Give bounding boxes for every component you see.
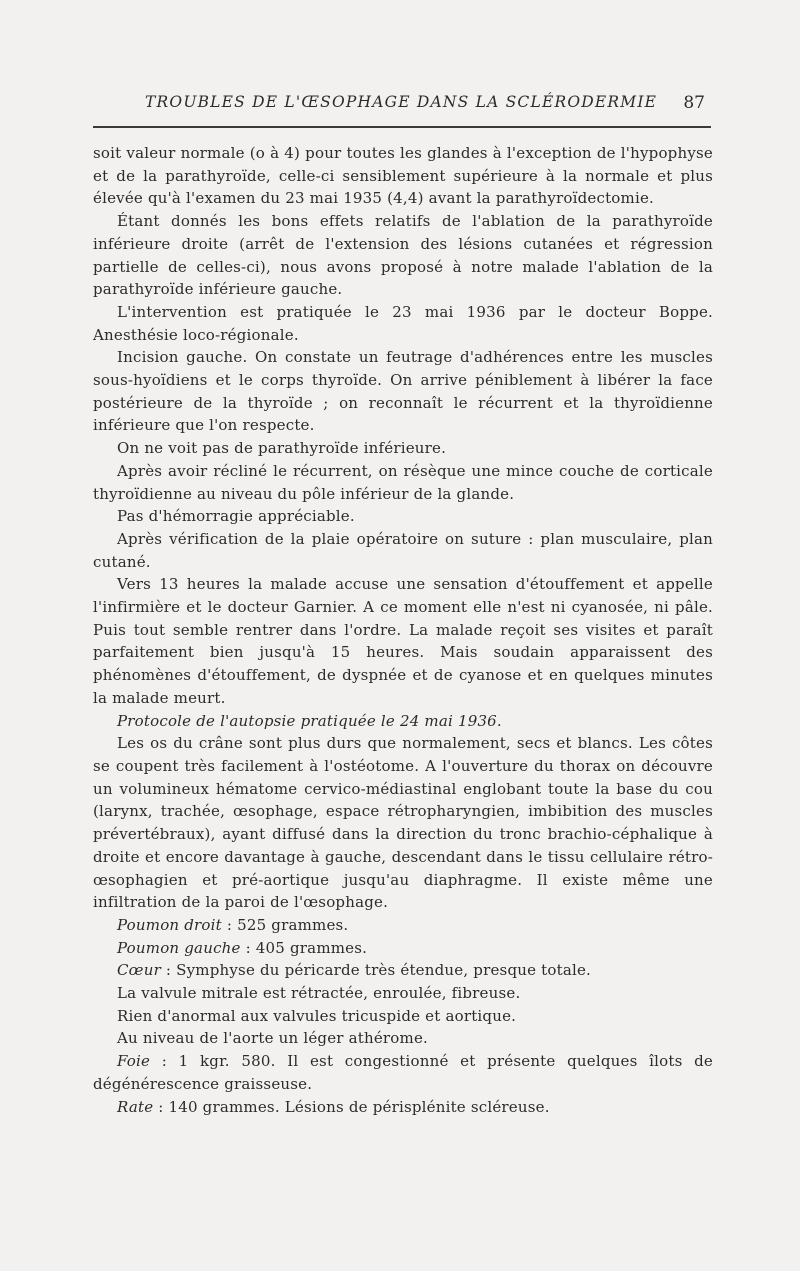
paragraph-label: Poumon droit [117, 915, 222, 934]
paragraph-label: Rate [117, 1097, 154, 1116]
paragraph [93, 346, 713, 437]
paragraph [93, 210, 713, 301]
paragraph [93, 1027, 713, 1050]
paragraph [93, 505, 713, 528]
paragraph [93, 982, 713, 1005]
paragraph-label: Poumon gauche [117, 938, 241, 957]
page-header [93, 93, 713, 119]
paragraph-label: Cœur [117, 961, 161, 980]
paragraph [93, 437, 713, 460]
paragraph-text: : Symphyse du péricarde très étendue, presque totale. [160, 961, 592, 980]
paragraph [93, 1050, 713, 1095]
paragraph [93, 1096, 713, 1119]
paragraph-text: On ne voit pas de parathyroïde inférieure. [117, 439, 447, 458]
paragraph-text: : 525 grammes. [221, 915, 349, 934]
paragraph [93, 460, 713, 505]
paragraph-text: La valvule mitrale est rétractée, enroulée, fibreuse. [117, 984, 521, 1003]
paragraph-text: : 405 grammes. [240, 938, 368, 957]
paragraph-text: Étant donnés les bons effets relatifs de l'ablation de la parathyroïde inférieure droite (arrêt de l'extension des lésions cutanées et régression partielle de celles-ci), nous avons proposé à notre malade l'ablation de la parathyroïde inférieure gauche. [93, 212, 713, 299]
paragraph [93, 573, 713, 709]
paragraph-text: : 1 kgr. 580. Il est congestionné et présente quelques îlots de dégénérescence graisseuse. [93, 1052, 713, 1093]
paragraph-text: Vers 13 heures la malade accuse une sensation d'étouffement et appelle l'infirmière et le docteur Garnier. A ce moment elle n'est ni cyanosée, ni pâle. Puis tout semble rentrer dans l'ordre. La malade reçoit ses visites et paraît parfaitement bien jusqu'à 15 heures. Mais soudain apparaissent des phénomènes d'étouffement, de dyspnée et de cyanose et en quelques minutes la malade meurt. [93, 575, 713, 707]
paragraph-text: Pas d'hémorragie appréciable. [117, 507, 355, 526]
paragraph-text: Après avoir récliné le récurrent, on résèque une mince couche de corticale thyroïdienne au niveau du pôle inférieur de la glande. [93, 461, 713, 503]
paragraph [93, 142, 713, 210]
paragraph [93, 959, 713, 982]
running-title: TROUBLES DE L'ŒSOPHAGE DANS LA SCLÉRODERMIE [145, 93, 658, 111]
paragraph-text: Au niveau de l'aorte un léger athérome. [117, 1029, 428, 1048]
header-rule [93, 126, 711, 128]
paragraph-label: Protocole de l'autopsie pratiquée le 24 mai 1936. [117, 711, 502, 730]
paragraph [93, 914, 713, 937]
paragraph [93, 528, 713, 573]
paragraph-text: Incision gauche. On constate un feutrage d'adhérences entre les muscles sous-hyoïdiens et le corps thyroïde. On arrive péniblement à libérer la face postérieure de la thyroïde ; on reconnaît le récurrent et la thyroïdienne inférieure que l'on respecte. [93, 348, 713, 435]
paragraph [93, 710, 713, 733]
paragraph [93, 1005, 713, 1028]
paragraph [93, 301, 713, 346]
paragraph [93, 732, 713, 914]
page-number: 87 [683, 93, 705, 113]
paragraph [93, 937, 713, 960]
body-text [93, 142, 713, 1118]
paragraph-text: soit valeur normale (o à 4) pour toutes les glandes à l'exception de l'hypophyse et de la parathyroïde, celle-ci sensiblement supérieure à la normale et plus élevée qu'à l'examen du 23 mai 1935 (4,4) avant la parathyroïdectomie. [93, 144, 713, 208]
paragraph-text: Après vérification de la plaie opératoire on suture : plan musculaire, plan cutané. [93, 529, 713, 571]
paragraph-text: : 140 grammes. Lésions de périsplénite scléreuse. [153, 1097, 550, 1116]
paragraph-text: Les os du crâne sont plus durs que normalement, secs et blancs. Les côtes se coupent très facilement à l'ostéotome. A l'ouverture du thorax on découvre un volumineux hématome cervico-médiastinal englobant toute la base du cou (larynx, trachée, œsophage, espace rétropharyngien, imbibition des muscles prévertébraux), ayant diffusé dans la direction du tronc brachio-céphalique à droite et encore davantage à gauche, descendant dans le tissu cellulaire rétro-œsophagien et pré-aortique jusqu'au diaphragme. Il existe même une infiltration de la paroi de l'œsophage. [93, 734, 713, 912]
paragraph-label: Foie [117, 1052, 151, 1071]
paragraph-text: Rien d'anormal aux valvules tricuspide et aortique. [117, 1006, 517, 1025]
paragraph-text: L'intervention est pratiquée le 23 mai 1936 par le docteur Boppe. Anesthésie loco-régionale. [93, 302, 713, 344]
